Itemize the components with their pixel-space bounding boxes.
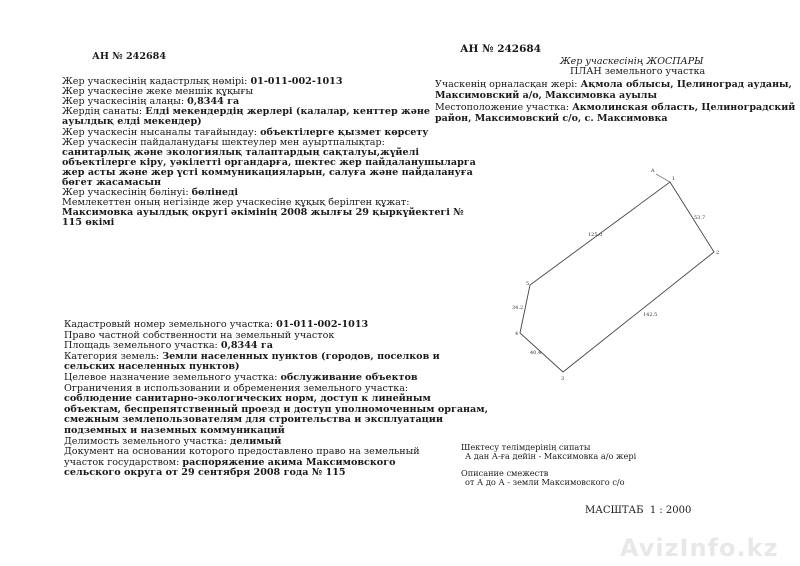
info-line-value: Максимовка ауылдық округі әкімінің 2008 жылғы 29 қыркүйектегі №	[62, 207, 464, 219]
info-line-label: Площадь земельного участка:	[64, 340, 221, 352]
north-arrow-line	[656, 174, 670, 182]
info-line-value: объектілерге қызмет көрсету	[260, 126, 429, 138]
info-line-value: объектілерге кіру, уәкілетті органдарға, шектес жер пайдаланушыларга	[62, 156, 476, 168]
scale-text	[585, 506, 691, 516]
info-line-value: делимый	[229, 435, 282, 447]
info-line-value: сельских населенных пунктов)	[64, 361, 240, 373]
plan-title-ru: ПЛАН земельного участка	[570, 66, 706, 77]
vertex-label-1: 1	[672, 176, 676, 182]
info-line-value: санитарлық және экологиялық талаптардың сақталуы,жүйелі	[62, 146, 420, 158]
info-line-label: Делимость земельного участка:	[64, 435, 230, 447]
info-line-label: Мемлекеттен оның негізінде жер учаскесіне құқық берілген құжат:	[62, 197, 410, 209]
side-length-3-4: 40.4	[530, 350, 542, 356]
info-line-value: 115 өкімі	[62, 217, 115, 229]
info-line-value: объектам, беспрепятственный проезд и доступ уполномоченным органам,	[64, 403, 488, 415]
info-line-value: обслуживание объектов	[280, 372, 418, 383]
info-line-label: участок государством:	[64, 456, 183, 468]
location-ru-value-2: район, Максимовский с/о, с. Максимовка	[435, 113, 668, 124]
info-line-value: подземных и наземных коммуникаций	[64, 425, 285, 436]
side-length-5-1: 125.0	[588, 232, 603, 238]
info-line-value: ауылдық елді мекендер)	[62, 116, 202, 128]
scale-value: 1 : 2000	[649, 505, 692, 516]
info-line-value: соблюдение санитарно-экологических норм, доступ к линейным	[64, 393, 431, 405]
legend-ru-title: Описание смежеств	[461, 468, 549, 478]
info-line-value: бөлінеді	[191, 187, 238, 199]
side-length-1-2: 53.7	[694, 215, 706, 221]
location-kz-value-1: Ақмола облысы, Целиноград ауданы,	[580, 79, 792, 90]
side-length-4-5: 34.2	[512, 305, 524, 311]
scale-label: МАСШТАБ	[585, 505, 644, 516]
info-line-value: 0,8344 га	[220, 340, 273, 352]
info-line-label: Жер учаскесін пайдаланудағы шектеулер мен ауыртпалықтар:	[62, 136, 385, 148]
info-line-value: распоряжение акима Максимовского	[182, 456, 396, 468]
location-ru-value-1: Акмолинская область, Целиноградский	[572, 102, 796, 113]
info-line-value: бөгет жасамасын	[62, 177, 162, 188]
vertex-label-4: 4	[515, 331, 519, 337]
location-kz-value-2: Максимовский а/о, Максимовка ауылы	[435, 90, 658, 101]
info-line-value: Земли населенных пунктов (городов, поселков и	[162, 350, 440, 362]
plan-title-kz: Жер учаскесінің ЖОСПАРЫ	[560, 56, 704, 67]
info-line-label: Жер учаскесінің кадастрлық нөмірі:	[62, 76, 251, 87]
info-line-value: смежным землепользователям для строительства и эксплуатации	[64, 414, 443, 426]
vertex-label-a: A	[651, 168, 655, 174]
info-line-label: Ограничения в использовании и обременения земельного участка:	[64, 382, 409, 394]
location-kz-label: Учаскенің орналасқан жері:	[435, 79, 581, 90]
info-line-label: Целевое назначение земельного участка:	[64, 372, 281, 383]
info-line-label: Кадастровый номер земельного участка:	[64, 319, 277, 330]
site-watermark: AvizInfo.kz	[620, 534, 779, 562]
info-line-label: Документ на основании которого предоставлено право на земельный	[64, 446, 420, 458]
plot-boundary	[520, 182, 714, 372]
info-line-label: Категория земель:	[64, 350, 163, 362]
vertex-label-2: 2	[716, 250, 720, 256]
legend-ru-line: от А до А - земли Максимовского с/о	[465, 477, 625, 487]
vertex-label-3: 3	[561, 376, 565, 382]
doc-number-left: АН № 242684	[92, 51, 167, 62]
side-length-2-3: 142.5	[643, 312, 658, 318]
vertex-label-5: 5	[526, 281, 530, 287]
info-line-label: Жер учаскесінің бөлінуі:	[62, 187, 192, 199]
info-line-value: Елді мекендердің жерлері (калалар, кенттер және	[145, 106, 430, 118]
info-line-label: Право частной собственности на земельный участок	[64, 329, 335, 341]
info-line-value: 01-011-002-1013	[250, 76, 343, 87]
info-line-value: сельского округа от 29 сентября 2008 года № 115	[64, 467, 346, 479]
info-line-label: Жер учаскесіне жеке меншік құқығы	[62, 86, 254, 98]
doc-number-right: АН № 242684	[460, 43, 542, 55]
legend-kz-line: А дан А-ға дейін - Максимовка а/о жері	[465, 451, 637, 461]
location-ru-label: Местоположение участка:	[435, 102, 573, 113]
info-line-value: 01-011-002-1013	[276, 319, 369, 330]
info-line-value: жер асты және жер үсті коммуникацияларын, салуға және пайдалануға	[62, 166, 473, 178]
info-line-value: 0,8344 га	[187, 96, 240, 108]
info-line-label: Жер учаскесін нысаналы тағайындау:	[62, 126, 261, 138]
legend-kz-title: Шектесу телімдерінің сипаты	[461, 442, 591, 452]
info-line-label: Жер учаскесінің алаңы:	[62, 96, 188, 108]
info-line-label: Жердің санаты:	[62, 106, 146, 118]
